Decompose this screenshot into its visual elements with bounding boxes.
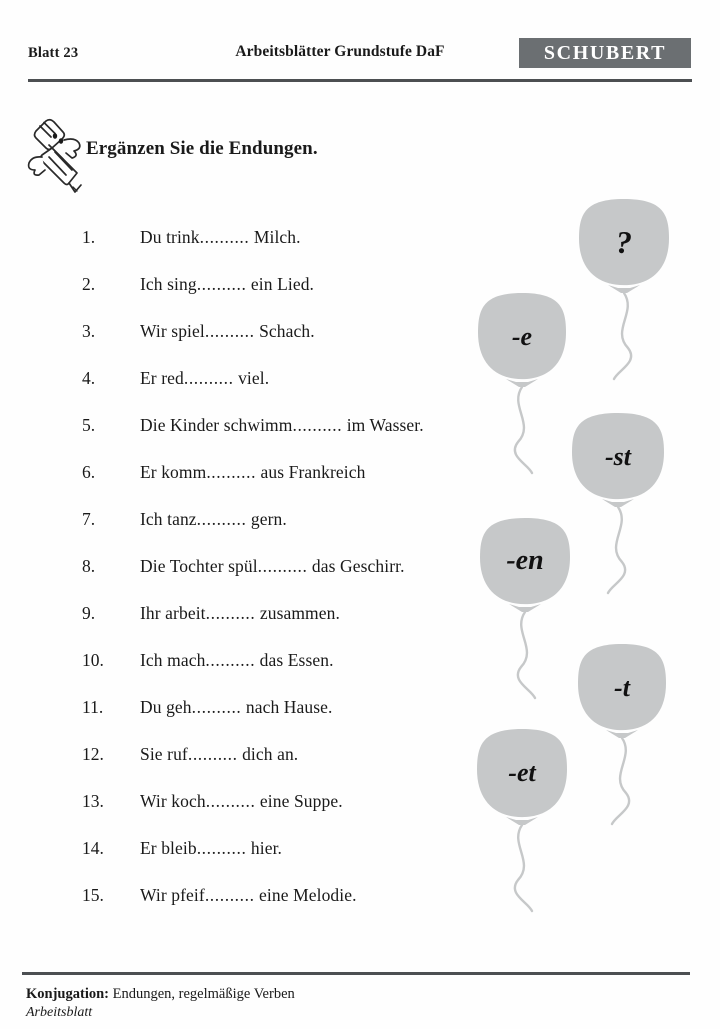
exercise-blank[interactable]: ..........: [187, 744, 238, 764]
header-divider: [28, 79, 692, 82]
balloon: [477, 292, 567, 475]
balloon-shape-icon: [476, 728, 568, 913]
exercise-sentence: [140, 402, 424, 449]
balloon-shape-icon: [577, 643, 667, 826]
balloon-ending-label: -st: [605, 442, 631, 471]
exercise-blank[interactable]: ..........: [204, 321, 255, 341]
exercise-verb-stem: Du trink: [140, 227, 200, 247]
exercise-number: 1.: [82, 227, 96, 247]
balloon-ending-label: ?: [616, 224, 632, 260]
exercise-number: 15.: [82, 885, 104, 905]
exercise-number: 14.: [82, 838, 104, 858]
footer-divider: [22, 972, 690, 975]
exercise-sentence: [140, 355, 269, 402]
instruction-text: Ergänzen Sie die Endungen.: [86, 138, 318, 159]
exercise-blank[interactable]: ..........: [204, 885, 255, 905]
pencil-character-icon: [22, 113, 92, 197]
exercise-item: [0, 778, 500, 825]
balloon-ending-label: -t: [614, 673, 630, 702]
exercise-sentence-rest: Schach.: [254, 321, 315, 341]
exercise-sentence: [140, 731, 298, 778]
exercise-verb-stem: Wir pfeif: [140, 885, 205, 905]
publisher-logo: [519, 38, 691, 68]
exercise-list: [0, 214, 500, 919]
exercise-verb-stem: Ich tanz: [140, 509, 197, 529]
exercise-blank[interactable]: ..........: [205, 603, 256, 623]
footer-topic: [26, 986, 295, 1003]
exercise-item: [0, 355, 500, 402]
exercise-sentence-rest: das Essen.: [255, 650, 334, 670]
exercise-blank[interactable]: ..........: [191, 697, 242, 717]
exercise-item: [0, 731, 500, 778]
exercise-verb-stem: Er bleib: [140, 838, 197, 858]
exercise-sentence: [140, 872, 357, 919]
balloon-ending-label: -et: [508, 758, 536, 787]
exercise-sentence-rest: eine Suppe.: [255, 791, 343, 811]
exercise-sentence-rest: viel.: [233, 368, 270, 388]
balloon-shape-icon: [479, 517, 571, 700]
exercise-blank[interactable]: ..........: [196, 509, 247, 529]
exercise-verb-stem: Die Tochter spül: [140, 556, 258, 576]
exercise-sentence-rest: hier.: [246, 838, 283, 858]
page-title: Arbeitsblätter Grundstufe DaF: [235, 43, 445, 60]
instruction-row: [0, 113, 720, 197]
exercise-number: 12.: [82, 744, 104, 764]
exercise-item: [0, 496, 500, 543]
exercise-sentence: [140, 590, 340, 637]
exercise-verb-stem: Ich mach: [140, 650, 206, 670]
exercise-sentence: [140, 496, 287, 543]
exercise-item: [0, 684, 500, 731]
exercise-number: 5.: [82, 415, 96, 435]
exercise-sentence-rest: aus Frankreich: [256, 462, 366, 482]
exercise-number: 4.: [82, 368, 96, 388]
exercise-sentence-rest: eine Melodie.: [254, 885, 357, 905]
exercise-blank[interactable]: ..........: [292, 415, 343, 435]
exercise-item: [0, 308, 500, 355]
exercise-sentence-rest: im Wasser.: [342, 415, 424, 435]
balloon: [571, 412, 665, 595]
footer-sheet-type: Arbeitsblatt: [26, 1005, 93, 1020]
publisher-logo-text: SCHUBERT: [543, 41, 667, 64]
exercise-number: 7.: [82, 509, 96, 529]
footer-topic-key: Konjugation:: [26, 986, 109, 1002]
exercise-sentence: [140, 825, 282, 872]
exercise-sentence: [140, 449, 365, 496]
exercise-item: [0, 402, 500, 449]
exercise-blank[interactable]: ..........: [196, 838, 247, 858]
exercise-sentence-rest: nach Hause.: [241, 697, 333, 717]
balloon: [577, 643, 667, 826]
balloon: [578, 198, 670, 381]
exercise-sentence-rest: ein Lied.: [246, 274, 315, 294]
balloon-shape-icon: [578, 198, 670, 381]
exercise-verb-stem: Ich sing: [140, 274, 197, 294]
exercise-verb-stem: Ihr arbeit: [140, 603, 206, 623]
exercise-number: 13.: [82, 791, 104, 811]
exercise-verb-stem: Die Kinder schwimm: [140, 415, 293, 435]
exercise-item: [0, 261, 500, 308]
exercise-sentence-rest: gern.: [246, 509, 287, 529]
footer-topic-value: Endungen, regelmäßige Verben: [109, 986, 295, 1002]
exercise-sentence: [140, 684, 332, 731]
exercise-verb-stem: Wir koch: [140, 791, 206, 811]
exercise-number: 2.: [82, 274, 96, 294]
exercise-sentence: [140, 543, 405, 590]
balloon-shape-icon: [571, 412, 665, 595]
exercise-number: 6.: [82, 462, 96, 482]
exercise-blank[interactable]: ..........: [183, 368, 234, 388]
exercise-blank[interactable]: ..........: [257, 556, 308, 576]
exercise-item: [0, 590, 500, 637]
balloon: [476, 728, 568, 913]
exercise-item: [0, 825, 500, 872]
exercise-sentence: [140, 261, 314, 308]
exercise-item: [0, 872, 500, 919]
exercise-verb-stem: Er komm: [140, 462, 207, 482]
balloon: [479, 517, 571, 700]
exercise-sentence-rest: das Geschirr.: [307, 556, 405, 576]
exercise-sentence: [140, 778, 343, 825]
exercise-number: 9.: [82, 603, 96, 623]
balloon-ending-label: -en: [506, 545, 544, 576]
exercise-sentence: [140, 637, 334, 684]
exercise-verb-stem: Du geh: [140, 697, 192, 717]
exercise-number: 11.: [82, 697, 104, 717]
exercise-sentence: [140, 214, 301, 261]
exercise-blank[interactable]: ..........: [196, 274, 247, 294]
exercise-number: 3.: [82, 321, 96, 341]
exercise-item: [0, 214, 500, 261]
balloon-ending-label: -e: [511, 322, 533, 351]
exercise-blank[interactable]: ..........: [205, 791, 256, 811]
exercise-verb-stem: Wir spiel: [140, 321, 205, 341]
exercise-blank[interactable]: ..........: [205, 650, 256, 670]
exercise-sentence-rest: dich an.: [237, 744, 299, 764]
exercise-blank[interactable]: ..........: [206, 462, 257, 482]
exercise-blank[interactable]: ..........: [199, 227, 250, 247]
exercise-verb-stem: Er red: [140, 368, 184, 388]
exercise-sentence: [140, 308, 315, 355]
exercise-sentence-rest: zusammen.: [255, 603, 340, 623]
exercise-sentence-rest: Milch.: [249, 227, 301, 247]
exercise-number: 8.: [82, 556, 96, 576]
exercise-verb-stem: Sie ruf: [140, 744, 188, 764]
exercise-item: [0, 543, 500, 590]
exercise-number: 10.: [82, 650, 104, 670]
exercise-item: [0, 449, 500, 496]
exercise-item: [0, 637, 500, 684]
balloon-shape-icon: [477, 292, 567, 475]
sheet-number-label: Blatt 23: [28, 45, 79, 61]
